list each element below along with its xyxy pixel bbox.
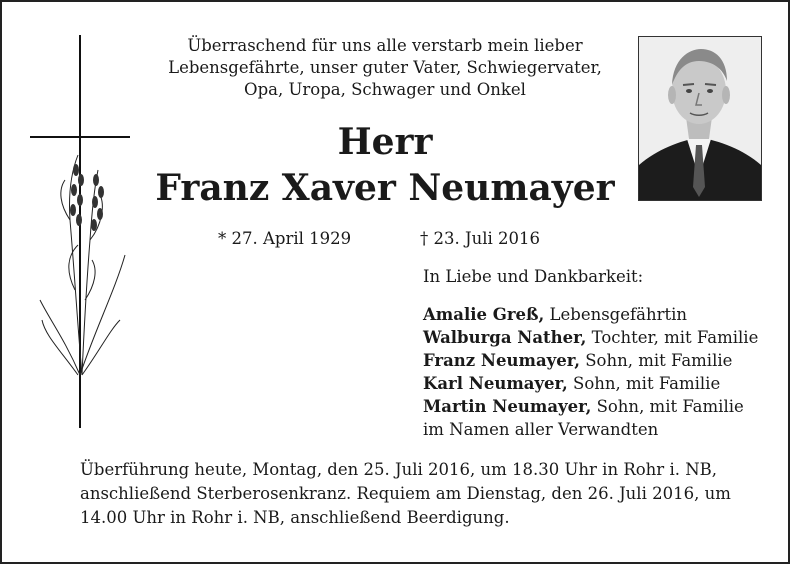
intro-line: Überraschend für uns alle verstarb mein lieber: [187, 36, 583, 55]
details-line: anschließend Sterberosenkranz. Requiem am Dienstag, den 26. Juli 2016, um: [80, 484, 731, 503]
details-line: 14.00 Uhr in Rohr i. NB, anschließend Beerdigung.: [80, 508, 510, 527]
mourner-name: Walburga Nather,: [423, 328, 587, 347]
intro-line: Opa, Uropa, Schwager und Onkel: [244, 80, 526, 99]
funeral-details: [80, 458, 770, 530]
mourner-relation: Lebensgefährtin: [544, 305, 688, 324]
portrait-photo: [638, 36, 762, 201]
mourner-entry: [423, 395, 758, 418]
intro-text: [140, 35, 630, 101]
mourner-entry: [423, 326, 758, 349]
mourner-name: Amalie Greß,: [423, 305, 545, 324]
mourner-relation: Sohn, mit Familie: [591, 397, 744, 416]
mourner-name: Franz Neumayer,: [423, 351, 580, 370]
portrait-image: [639, 37, 761, 200]
details-line: Überführung heute, Montag, den 25. Juli 2016, um 18.30 Uhr in Rohr i. NB,: [80, 460, 718, 479]
mourner-entry: [423, 372, 758, 395]
thanks-heading: In Liebe und Dankbarkeit:: [423, 267, 644, 286]
mourner-name: Martin Neumayer,: [423, 397, 592, 416]
cross-with-wheat-icon: [20, 30, 140, 430]
mourner-relation: Sohn, mit Familie: [567, 374, 721, 393]
mourner-relation: Tochter, mit Familie: [586, 328, 759, 347]
intro-line: Lebensgefährte, unser guter Vater, Schwiegervater,: [168, 58, 602, 77]
birth-date: * 27. April 1929: [218, 229, 352, 248]
mourner-entry: [423, 349, 758, 372]
relatives-line: im Namen aller Verwandten: [423, 420, 659, 439]
mourners-list: [423, 303, 758, 441]
mourner-entry: [423, 303, 758, 326]
deceased-name: Franz Xaver Neumayer: [155, 167, 615, 209]
mourner-name: Karl Neumayer,: [423, 374, 568, 393]
death-date: † 23. Juli 2016: [420, 229, 541, 248]
mourner-relation: Sohn, mit Familie: [579, 351, 733, 370]
honorific: Herr: [337, 121, 433, 163]
